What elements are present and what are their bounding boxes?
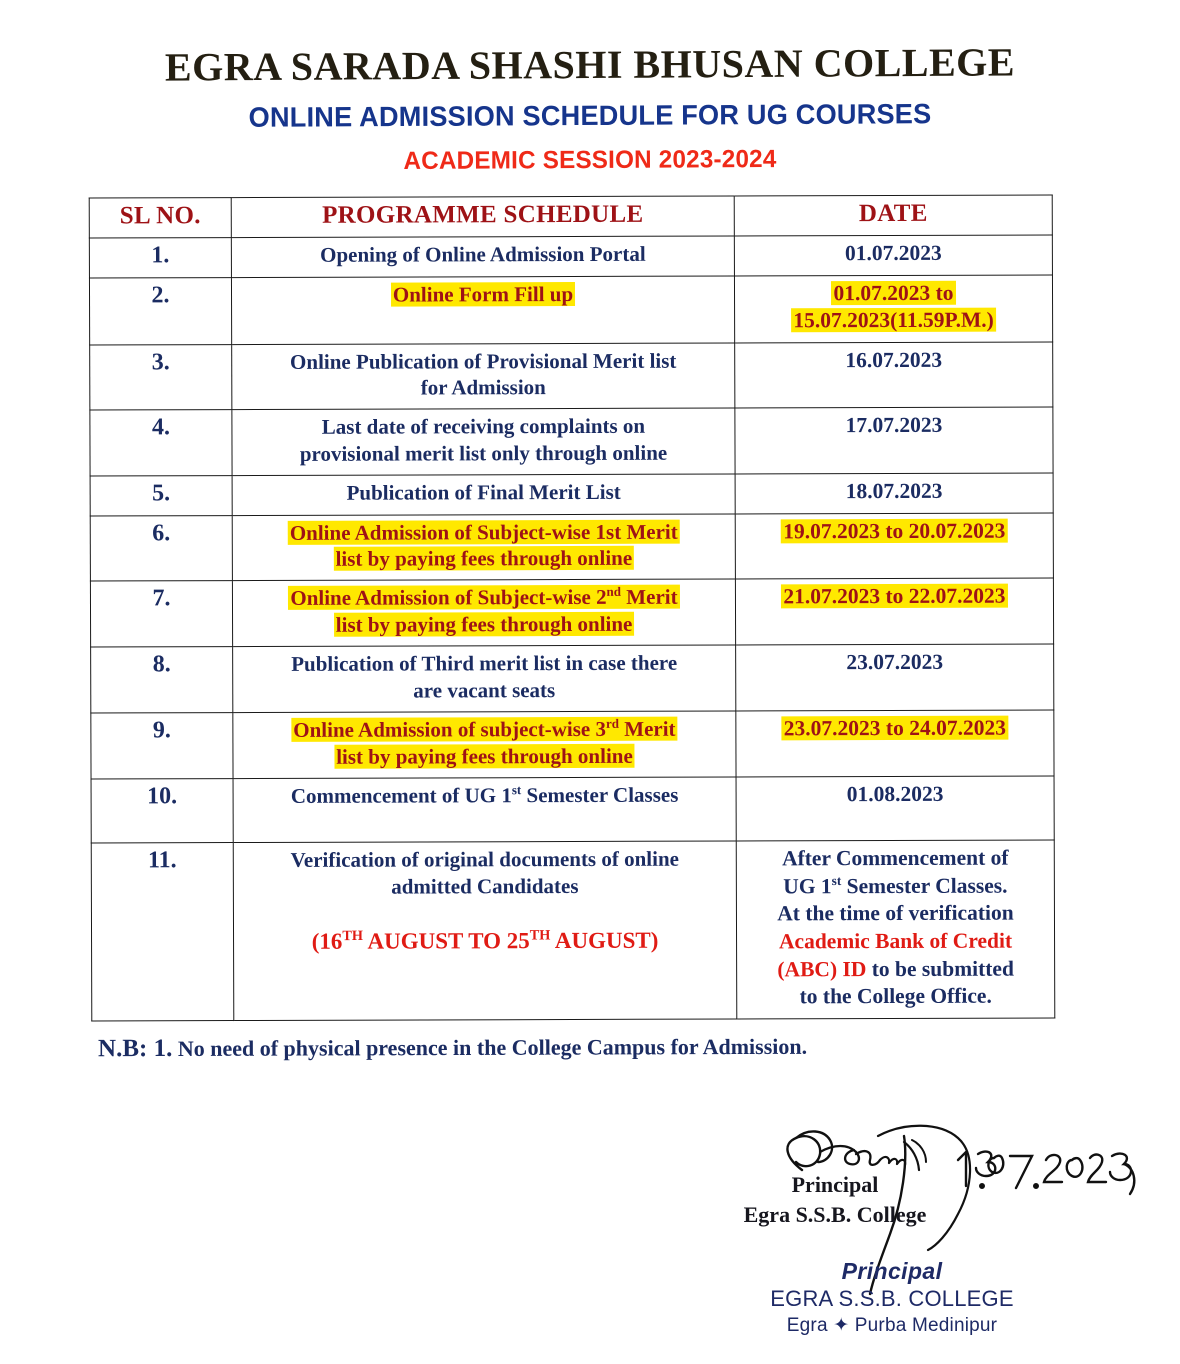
table-row [90, 578, 1053, 647]
ordinal-superscript: st [511, 781, 522, 797]
date-line-highlighted: 15.07.2023(11.59P.M.) [793, 307, 994, 333]
date-line: to the College Office. [799, 983, 992, 1009]
table-row [91, 776, 1054, 844]
row-programme [231, 276, 734, 345]
date-text: UG 1 [783, 874, 832, 899]
programme-line: are vacant seats [413, 677, 556, 703]
row-spacer [236, 307, 730, 335]
note-lead: N.B: 1. [97, 1034, 173, 1063]
date-text: Semester Classes. [841, 873, 1008, 899]
principal-title: Principal [791, 1172, 879, 1197]
row-sl-number: 3. [90, 344, 232, 410]
programme-date-range-note [312, 928, 659, 954]
row-sl-number: 1. [89, 238, 231, 278]
row-sl-number: 10. [91, 778, 233, 843]
table-row [91, 840, 1055, 1020]
admission-schedule-table [89, 194, 1056, 1021]
table-row [90, 407, 1053, 476]
programme-text: AUGUST TO 25 [362, 928, 530, 954]
row-programme [232, 408, 735, 475]
row-date [736, 840, 1055, 1018]
date-line-highlighted: 21.07.2023 to 22.07.2023 [783, 583, 1006, 609]
date-line: 16.07.2023 [845, 347, 943, 372]
programme-line-highlighted: list by paying fees through online [336, 743, 633, 769]
row-programme [233, 711, 736, 778]
row-spacer [238, 981, 732, 993]
date-line: 01.08.2023 [846, 781, 944, 806]
date-line [783, 874, 1007, 899]
row-programme [233, 645, 736, 712]
programme-line-highlighted: list by paying fees through online [335, 546, 633, 572]
date-line: 17.07.2023 [845, 413, 943, 438]
date-line: 01.07.2023 [844, 240, 942, 266]
ordinal-superscript: rd [605, 715, 619, 731]
stamp-location: Egra ✦ Purba Medinipur [786, 1315, 998, 1336]
row-spacer [238, 900, 732, 928]
date-line: 18.07.2023 [845, 478, 943, 504]
ordinal-superscript: TH [342, 928, 363, 945]
principal-college: Egra S.S.B. College [743, 1201, 927, 1227]
row-date [735, 513, 1053, 580]
row-date [735, 407, 1053, 474]
stamp-college: EGRA S.S.B. COLLEGE [770, 1286, 1014, 1311]
table-row [89, 235, 1052, 278]
programme-line-highlighted: list by paying fees through online [335, 611, 633, 637]
programme-text: Online Admission of subject-wise 3 [293, 716, 606, 742]
ordinal-superscript: TH [529, 927, 551, 944]
programme-line: admitted Candidates [391, 874, 579, 899]
programme-text: Merit [620, 584, 678, 610]
date-line-highlighted: 01.07.2023 to [833, 280, 954, 305]
row-sl-number: 5. [90, 476, 232, 516]
programme-line: for Admission [420, 375, 546, 400]
programme-line-highlighted: Online Admission of Subject-wise 1st Merit [289, 519, 678, 545]
row-sl-number: 7. [90, 581, 232, 647]
programme-text: AUGUST) [550, 927, 659, 954]
document-subtitle: ONLINE ADMISSION SCHEDULE FOR UG COURSES [248, 98, 932, 133]
document-header [0, 0, 1180, 175]
table-row [91, 644, 1054, 713]
note-line [98, 1033, 807, 1063]
programme-line-highlighted: Online Form Fill up [392, 281, 574, 307]
academic-session-label: ACADEMIC SESSION 2023-2024 [403, 145, 777, 175]
row-sl-number: 2. [89, 277, 231, 344]
row-date [735, 578, 1053, 645]
row-sl-number: 6. [90, 515, 232, 581]
column-header-programme: PROGRAMME SCHEDULE [231, 196, 734, 238]
programme-line: Publication of Third merit list in case there [291, 650, 678, 676]
programme-line: Opening of Online Admission Portal [320, 241, 646, 267]
stamp-title: Principal [841, 1258, 943, 1284]
row-spacer [238, 955, 732, 983]
row-sl-number: 9. [91, 712, 233, 778]
table-row [90, 342, 1053, 411]
programme-line-highlighted [291, 716, 677, 741]
date-line: 23.07.2023 [846, 649, 944, 675]
row-programme [231, 236, 734, 277]
programme-text: (16 [311, 928, 343, 955]
column-header-date: DATE [734, 195, 1052, 236]
table-header-row [89, 195, 1052, 238]
programme-line-highlighted [288, 585, 679, 610]
row-programme [232, 514, 735, 581]
programme-text: Commencement of UG 1 [290, 782, 512, 808]
admission-schedule-table-wrapper [89, 194, 1055, 1021]
row-sl-number: 8. [91, 647, 233, 713]
date-line: At the time of verification [777, 901, 1014, 926]
date-line-abc: Academic Bank of Credit [778, 928, 1013, 954]
programme-line: provisional merit list only through online [299, 440, 668, 467]
programme-line: Publication of Final Merit List [346, 479, 621, 505]
page-title: EGRA SARADA SHASHI BHUSAN COLLEGE [164, 39, 1016, 90]
table-row [90, 513, 1053, 582]
table-row [89, 275, 1052, 345]
official-stamp [752, 1258, 1032, 1337]
ordinal-superscript: st [831, 872, 842, 888]
row-programme [232, 579, 735, 646]
row-date [735, 342, 1053, 409]
row-date [735, 473, 1053, 514]
ordinal-superscript: nd [606, 584, 622, 600]
date-line-highlighted: 23.07.2023 to 24.07.2023 [783, 715, 1006, 741]
table-row [91, 710, 1054, 779]
row-sl-number: 4. [90, 410, 232, 476]
row-date [736, 776, 1054, 842]
row-programme [233, 841, 737, 1020]
date-line-abc: (ABC) ID [777, 956, 867, 981]
row-date [736, 710, 1054, 777]
programme-line [291, 782, 679, 807]
programme-line: Verification of original documents of online [290, 847, 679, 873]
printed-signature-caption [710, 1170, 960, 1229]
table-row [90, 473, 1053, 516]
date-line: After Commencement of [782, 846, 1009, 871]
programme-line: Last date of receiving complaints on [321, 414, 646, 440]
programme-text: Semester Classes [521, 782, 679, 807]
date-text: to be submitted [866, 956, 1014, 981]
row-date [736, 644, 1054, 711]
row-date [734, 275, 1052, 343]
signature-block [690, 1118, 1160, 1358]
row-programme [232, 474, 735, 515]
row-programme [233, 777, 736, 843]
row-programme [232, 343, 735, 410]
row-date [734, 235, 1052, 276]
row-sl-number: 11. [91, 843, 234, 1021]
programme-text: Online Admission of Subject-wise 2 [290, 585, 607, 611]
row-spacer [238, 808, 732, 836]
programme-line: Online Publication of Provisional Merit list [289, 348, 677, 374]
column-header-sl: SL NO. [89, 198, 231, 238]
programme-text: Merit [618, 716, 676, 741]
date-line-highlighted: 19.07.2023 to 20.07.2023 [783, 518, 1006, 543]
note-text: No need of physical presence in the College Campus for Admission. [172, 1033, 808, 1061]
